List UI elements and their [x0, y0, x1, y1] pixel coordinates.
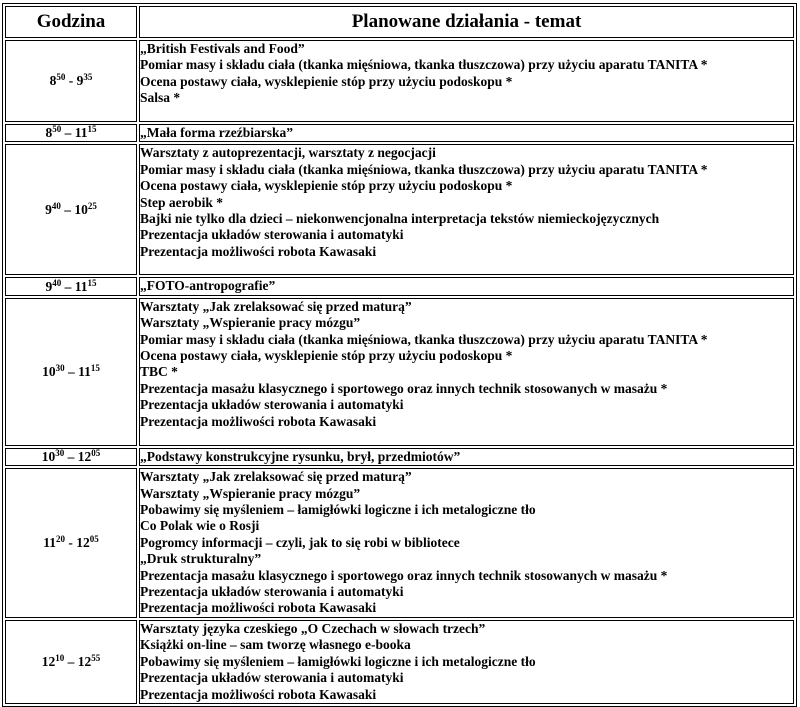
activity-item: Salsa * — [140, 90, 181, 106]
end-hour: 11 — [74, 125, 88, 141]
start-minutes: 30 — [55, 448, 65, 459]
schedule-row — [5, 40, 794, 122]
activity-item: Pogromcy informacji – czyli, jak to się robi w bibliotece — [140, 534, 460, 550]
end-hour: 9 — [76, 73, 84, 88]
activity-item: Prezentacja możliwości robota Kawasaki — [140, 243, 377, 259]
activity-item: Prezentacja możliwości robota Kawasaki — [140, 686, 377, 702]
activity-list — [139, 277, 794, 295]
time-separator: – — [64, 363, 79, 379]
time-slot — [5, 40, 137, 122]
start-hour: 8 — [45, 125, 53, 141]
schedule-row — [5, 620, 794, 704]
activity-item: „Druk strukturalny” — [140, 551, 262, 567]
time-slot — [5, 620, 137, 704]
start-minutes: 40 — [51, 200, 61, 211]
activity-item: Bajki nie tylko dla dzieci – niekonwencjonalna interpretacja tekstów niemieckojęzycznych — [140, 211, 660, 227]
end-hour: 10 — [74, 201, 88, 217]
start-hour: 8 — [49, 73, 57, 88]
activity-item: Warsztaty „Wspieranie pracy mózgu” — [140, 485, 361, 501]
time-separator: - — [65, 535, 77, 551]
activity-item: Prezentacja układów sterowania i automatyki — [140, 397, 404, 413]
schedule-row — [5, 277, 794, 295]
start-hour: 9 — [45, 201, 52, 217]
activity-item: Prezentacja masażu klasycznego i sportowego oraz innych technik stosowanych w masażu * — [140, 380, 668, 396]
end-hour: 12 — [76, 535, 90, 551]
end-minutes: 05 — [91, 448, 101, 459]
start-minutes: 50 — [52, 124, 62, 135]
end-minutes: 05 — [89, 534, 99, 545]
activity-item: Ocena postawy ciała, wysklepienie stóp przy użyciu podoskopu * — [140, 348, 513, 364]
activity-item: Warsztaty języka czeskiego „O Czechach w słowach trzech” — [140, 620, 486, 636]
time-slot — [5, 448, 137, 466]
schedule-row — [5, 298, 794, 446]
end-hour: 11 — [74, 278, 88, 294]
start-hour: 9 — [45, 278, 53, 294]
activity-item: Pomiar masy i składu ciała (tkanka mięśniowa, tkanka tłuszczowa) przy użyciu aparatu TANITA * — [140, 331, 708, 347]
start-hour: 10 — [41, 449, 56, 465]
activity-list — [139, 620, 794, 704]
activity-list — [139, 448, 794, 466]
activity-item: Ocena postawy ciała, wysklepienie stóp przy użyciu podoskopu * — [140, 178, 513, 194]
activity-item: Prezentacja możliwości robota Kawasaki — [140, 413, 377, 429]
time-separator: – — [64, 653, 78, 669]
activity-item: Co Polak wie o Rosji — [140, 518, 260, 534]
activity-list — [139, 40, 794, 122]
activity-item: Pobawimy się myśleniem – łamigłówki logiczne i ich metalogiczne tło — [140, 653, 536, 669]
activity-item: Książki on-line – sam tworzę własnego e-booka — [140, 637, 411, 653]
schedule-row — [5, 144, 794, 275]
activity-list — [139, 124, 794, 142]
activity-item: Pobawimy się myśleniem – łamigłówki logiczne i ich metalogiczne tło — [140, 502, 536, 518]
activity-list — [139, 468, 794, 618]
activity-item: Ocena postawy ciała, wysklepienie stóp przy użyciu podoskopu * — [140, 73, 513, 89]
activity-item: Prezentacja układów sterowania i automatyki — [140, 227, 404, 243]
time-separator: – — [60, 201, 75, 217]
schedule-row — [5, 124, 794, 142]
end-minutes: 25 — [87, 200, 97, 211]
end-minutes: 35 — [83, 72, 93, 82]
start-hour: 11 — [43, 535, 56, 551]
time-slot — [5, 144, 137, 275]
start-hour: 12 — [41, 653, 56, 669]
activity-list — [139, 298, 794, 446]
schedule-row — [5, 448, 794, 466]
schedule-row — [5, 468, 794, 618]
end-hour: 11 — [78, 363, 91, 379]
time-separator: – — [64, 449, 78, 465]
end-minutes: 55 — [91, 652, 101, 663]
start-minutes: 20 — [56, 534, 65, 545]
time-separator: - — [65, 73, 77, 88]
time-separator: – — [61, 278, 75, 294]
end-minutes: 15 — [90, 362, 100, 373]
activity-item: Pomiar masy i składu ciała (tkanka mięśniowa, tkanka tłuszczowa) przy użyciu aparatu TANITA * — [140, 161, 708, 177]
activity-item: Warsztaty „Jak zrelaksować się przed maturą” — [140, 298, 412, 314]
activity-item: TBC * — [140, 364, 178, 380]
activity-item: Pomiar masy i składu ciała (tkanka mięśniowa, tkanka tłuszczowa) przy użyciu aparatu TANITA * — [140, 57, 708, 73]
start-minutes: 10 — [55, 652, 65, 663]
activity-item: Step aerobik * — [140, 194, 224, 210]
time-slot — [5, 124, 137, 142]
activity-item: Warsztaty z autoprezentacji, warsztaty z negocjacji — [140, 145, 436, 161]
end-minutes: 15 — [87, 124, 97, 135]
end-hour: 12 — [77, 449, 92, 465]
time-slot — [5, 468, 137, 618]
start-minutes: 50 — [56, 72, 66, 82]
end-hour: 12 — [77, 653, 92, 669]
activity-list — [139, 144, 794, 275]
activity-item: „FOTO-antropografie” — [140, 278, 276, 294]
time-slot — [5, 298, 137, 446]
start-minutes: 40 — [52, 277, 62, 288]
header-row — [5, 6, 794, 38]
start-hour: 10 — [42, 363, 56, 379]
start-minutes: 30 — [55, 362, 65, 373]
activity-item: Prezentacja układów sterowania i automatyki — [140, 584, 404, 600]
time-slot — [5, 277, 137, 295]
activity-item: Warsztaty „Jak zrelaksować się przed maturą” — [140, 469, 412, 485]
schedule-table — [2, 3, 797, 707]
end-minutes: 15 — [87, 277, 97, 288]
time-separator: – — [61, 125, 75, 141]
activity-item: Prezentacja masażu klasycznego i sportowego oraz innych technik stosowanych w masażu * — [140, 567, 668, 583]
activity-item: „Podstawy konstrukcyjne rysunku, brył, przedmiotów” — [140, 448, 461, 464]
activity-item: „Mała forma rzeźbiarska” — [140, 125, 293, 140]
activity-item: Prezentacja układów sterowania i automatyki — [140, 670, 404, 686]
time-column-header: Godzina — [5, 6, 137, 38]
activity-item: Warsztaty „Wspieranie pracy mózgu” — [140, 315, 361, 331]
activity-item: Prezentacja możliwości robota Kawasaki — [140, 600, 377, 616]
activity-item: „British Festivals and Food” — [140, 41, 305, 56]
activity-column-header: Planowane działania - temat — [139, 6, 794, 38]
